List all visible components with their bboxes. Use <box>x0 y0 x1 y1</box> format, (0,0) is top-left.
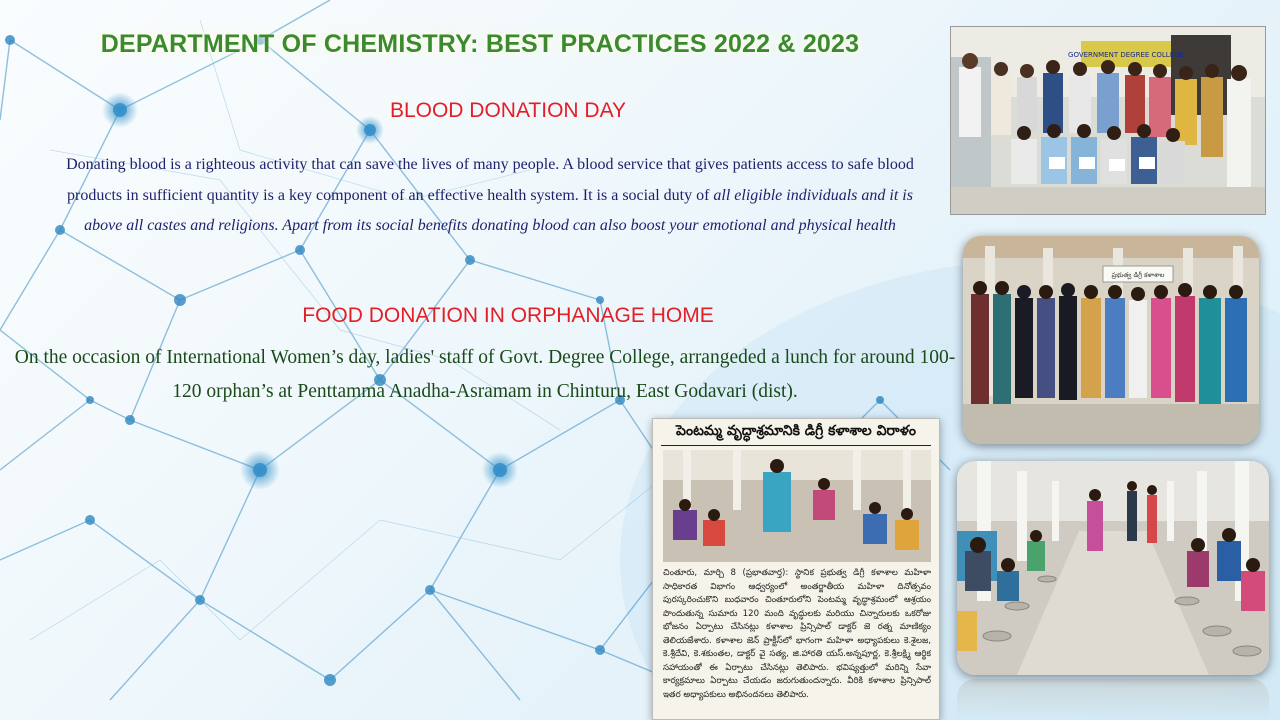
orphanage-lunch-photo <box>957 461 1269 675</box>
group-banner-text: GOVERNMENT DEGREE COLLEGE <box>1068 51 1184 59</box>
orphanage-sign-text: ప్రభుత్వ డిగ్రీ కళాశాల <box>1111 271 1165 279</box>
orphanage-group-photo <box>963 236 1259 444</box>
blood-donation-group-photo <box>950 26 1266 215</box>
clipping-body: చింతూరు, మార్చి 8 (ప్రభాతవార్త): స్థానిక ప్రభుత్వ డిగ్రీ కళాశాల మహిళా సాధికారత విభాగం ఆధ్వర్యంలో అంతర్జాతీయ మహిళా దినోత్సవం పురస్కరించుకొని బుధవారం చింతూరులోని పెంటమ్మ వృద్ధాశ్రమంలో ఆశ్రయం పొందుతున్న సుమారు 120 మంది వృద్ధులకు మరియు చిన్నారులకు ఒకరోజు భోజనం ఏర్పాటు చేసినట్లు కళాశాల ప్రిన్సిపాల్ డాక్టర్ జె రత్న మాణిక్యం తెలియజేశారు. కళాశాల జెన్ ప్రాక్టీస్‌లో భాగంగా మహిళా అధ్యాపకులు కె.శైలజ, కె.శ్రీదేవి, కె.శకుంతల, డాక్టర్ వై సత్య, జి.హారతి యస్.అన్నపూర్ణ, కె.శ్రీలక్ష్మి ఆర్థిక సహాయంతో ఈ ఏర్పాటు చేసినట్లు తెలిపారు. భవిష్యత్తులో మరిన్ని సేవా కార్యక్రమాలు ఏర్పాటు చేయడం జరుగుతుందన్నారు. వీరికి కళాశాల ప్రిన్సిపాల్ ఇతర అధ్యాపకులు అభినందనలు తెలిపారు. <box>663 568 931 700</box>
newspaper-clipping <box>652 418 940 720</box>
blood-donation-text-italic: all eligible individuals and it is above all castes and religions. Apart from its social benefits donating blood can also boost your emotional and physical health <box>84 186 913 234</box>
blood-donation-heading: BLOOD DONATION DAY <box>389 99 627 122</box>
food-donation-heading: FOOD DONATION IN ORPHANAGE HOME <box>302 304 714 327</box>
blood-donation-text-plain: Donating blood is a righteous activity that can save the lives of many people. A blood service that gives patients access to safe blood products in sufficient quantity is a key component of an effective health system. It is a social duty of <box>66 156 914 204</box>
food-donation-text: On the occasion of International Women’s day, ladies' staff of Govt. Degree College, arrangeded a lunch for around 100-120 orphan’s at Penttamma Anadha-Asramam in Chinturu, East Godavari (dist). <box>14 347 956 402</box>
clipping-photo <box>663 450 931 562</box>
photo-reflection <box>957 679 1269 719</box>
blood-donation-text <box>60 150 920 242</box>
clipping-headline: పెంటమ్మ వృద్ధాశ్రమానికి డిగ్రీ కళాశాల విరాళం <box>661 423 931 446</box>
page-title: DEPARTMENT OF CHEMISTRY: BEST PRACTICES 2022 & 2023 <box>100 30 860 58</box>
